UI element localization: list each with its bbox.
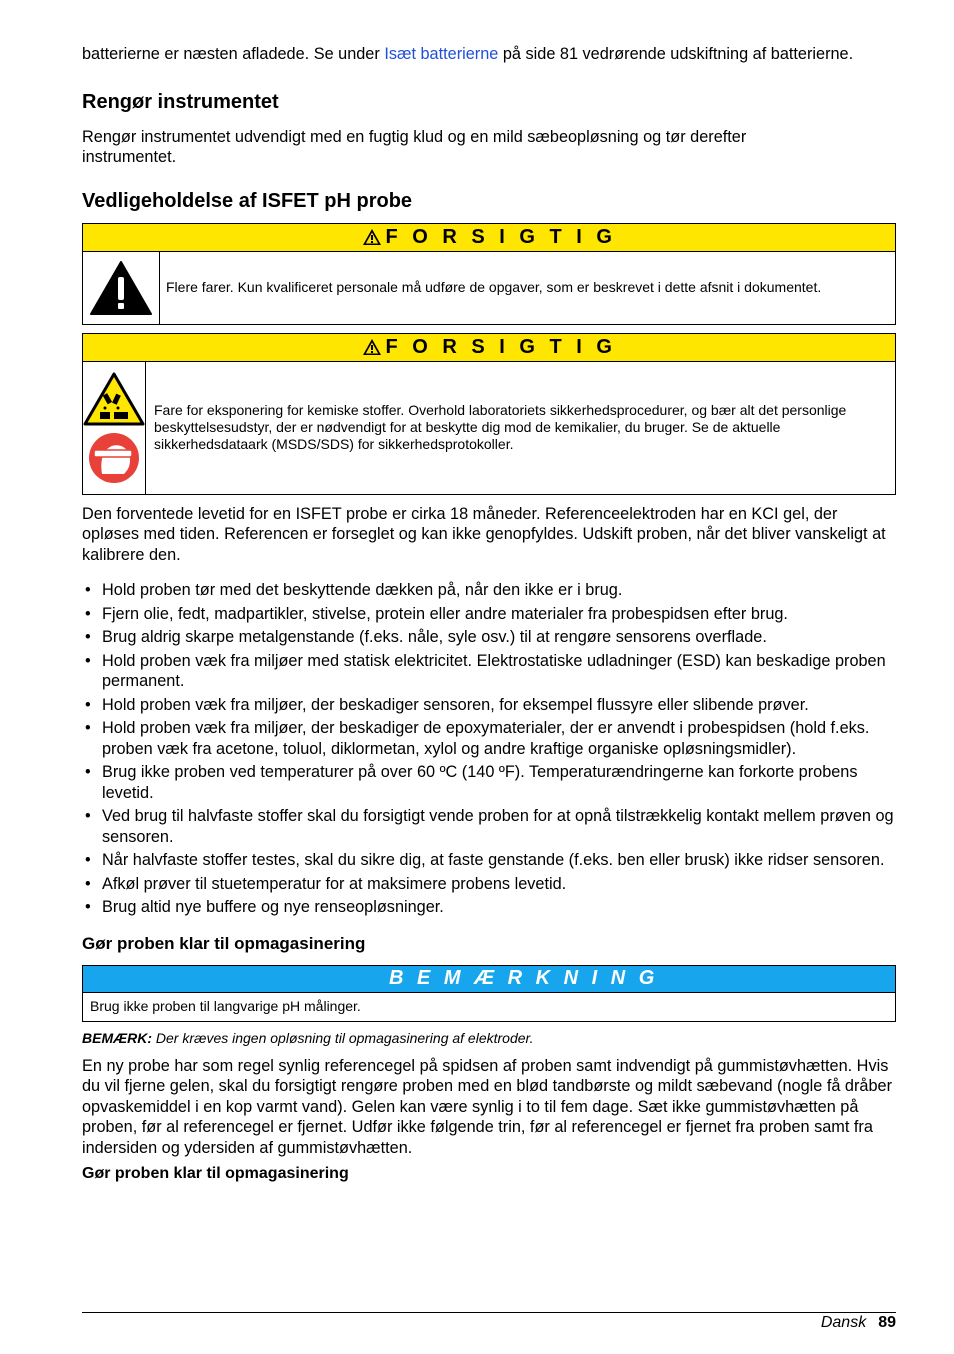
caution-signal-word-2: F O R S I G T I G (385, 335, 617, 358)
list-item: • Ved brug til halvfaste stoffer skal du forsigtigt vende proben for at opnå tilstrækkelig kontakt mellem prøven og sensoren. (82, 806, 896, 847)
page-footer (821, 1313, 896, 1333)
list-item: • Hold proben væk fra miljøer med statisk elektricitet. Elektrostatiske udladninger (ESD) kan beskadige proben permanent. (82, 651, 896, 692)
page-content (82, 44, 896, 1185)
notice-text: Brug ikke proben til langvarige pH målinger. (90, 997, 361, 1014)
intro-paragraph (82, 44, 882, 65)
footer-language: Dansk (820, 1314, 867, 1331)
page-number: 89 (878, 1314, 896, 1331)
footer-divider (82, 1312, 896, 1313)
caution-box-2 (82, 333, 896, 495)
intro-text-after: på side 81 vedrørende udskiftning af batterierne. (498, 45, 854, 63)
notice-signal-word: B E M Æ R K N I N G (389, 967, 659, 989)
heading-clean-instrument: Rengør instrumentet (82, 90, 279, 113)
caution-text-2: Fare for eksponering for kemiske stoffer. Overhold laboratoriets sikkerhedsprocedurer, og bær alt det personlige beskyttelsesudstyr, der er nødvendigt for at beskytte dig mod de kemikalier, du bruger. Se de aktuelle sikkerhedsdataark (MSDS/SDS) for sikkerhedsprotokoller. (154, 402, 847, 452)
isfet-paragraph: Den forventede levetid for en ISFET probe er cirka 18 måneder. Referenceelektroden har en KCI gel, der opløses med tiden. Referencen er forseglet og kan ikke genopfyldes. Udskift proben, når det bliver vanskeligt at kalibrere den. (82, 504, 886, 564)
procedure-title: Gør proben klar til opmagasinering (82, 1165, 349, 1182)
caution-header-2 (83, 334, 895, 362)
eye-protection-icon (88, 432, 140, 484)
caution-box-1 (82, 223, 896, 325)
warning-small-icon (362, 228, 382, 246)
heading-isfet-maintenance: Vedligeholdelse af ISFET pH probe (82, 189, 413, 212)
notice-header (83, 966, 895, 993)
clean-paragraph: Rengør instrumentet udvendigt med en fugtig klud og en mild sæbeopløsning og tør derefter instrumentet. (82, 127, 747, 166)
list-item: • Når halvfaste stoffer testes, skal du sikre dig, at faste genstande (f.eks. ben eller brusk) ikke ridser sensoren. (82, 850, 896, 871)
list-item: • Brug aldrig skarpe metalgenstande (f.eks. nåle, syle osv.) til at rengøre sensorens overflade. (82, 627, 896, 648)
list-item: • Hold proben tør med det beskyttende dækken på, når den ikke er i brug. (82, 580, 896, 601)
heading-storage-prep: Gør proben klar til opmagasinering (82, 933, 366, 953)
caution-header-1 (83, 224, 895, 252)
intro-text: batterierne er næsten afladede. Se under (82, 45, 385, 63)
list-item: • Brug ikke proben ved temperaturer på over 60 ºC (140 ºF). Temperaturændringerne kan forkorte probens levetid. (82, 762, 896, 803)
caution-icon-cell-1 (83, 252, 160, 324)
caution-signal-word-1: F O R S I G T I G (385, 225, 617, 248)
list-item: • Afkøl prøver til stuetemperatur for at maksimere probens levetid. (82, 874, 896, 895)
probe-care-list (82, 580, 896, 918)
link-insert-batteries[interactable]: Isæt batterierne (384, 45, 499, 63)
list-item: • Brug altid nye buffere og nye renseopløsninger. (82, 897, 896, 918)
warning-small-icon (362, 338, 382, 356)
warning-triangle-icon (89, 260, 153, 316)
storage-paragraph: En ny probe har som regel synlig referencegel på spidsen af proben samt indvendigt på gummistøvhætten. Hvis du vil fjerne gelen, skal du forsigtigt rengøre proben med en blød tandbørste og mildt sæbevand (nogle få dråber opvaskemiddel i en kop varmt vand). Gelen kan være synlig i to til fem dage. Sæt ikke gummistøvhætten på proben, før al referencegel er fjernet. Udfør ikke følgende trin, før al referencegel er fjernet fra proben samt fra indersiden og ydersiden af gummistøvhætten. (82, 1056, 892, 1157)
remark-label: BEMÆRK: (82, 1029, 152, 1046)
caution-icon-cell-2 (83, 362, 146, 494)
caution-text-1: Flere farer. Kun kvalificeret personale må udføre de opgaver, som er beskrevet i dette afsnit i dokumentet. (166, 279, 822, 295)
chemical-hazard-icon (83, 372, 145, 426)
list-item: • Hold proben væk fra miljøer, der beskadiger sensoren, for eksempel flussyre eller slibende prøver. (82, 695, 896, 716)
notice-box (82, 965, 896, 1022)
list-item: • Hold proben væk fra miljøer, der beskadiger de epoxymaterialer, der er anvendt i probespidsen (hold f.eks. proben væk fra acetone, toluol, diklormetan, xylol og andre kraftige organiske opløsningsmidler). (82, 718, 896, 759)
list-item: • Fjern olie, fedt, madpartikler, stivelse, protein eller andre materialer fra probespidsen efter brug. (82, 604, 896, 625)
storage-remark (82, 1030, 896, 1047)
remark-text: Der kræves ingen opløsning til opmagasinering af elektroder. (152, 1029, 534, 1046)
